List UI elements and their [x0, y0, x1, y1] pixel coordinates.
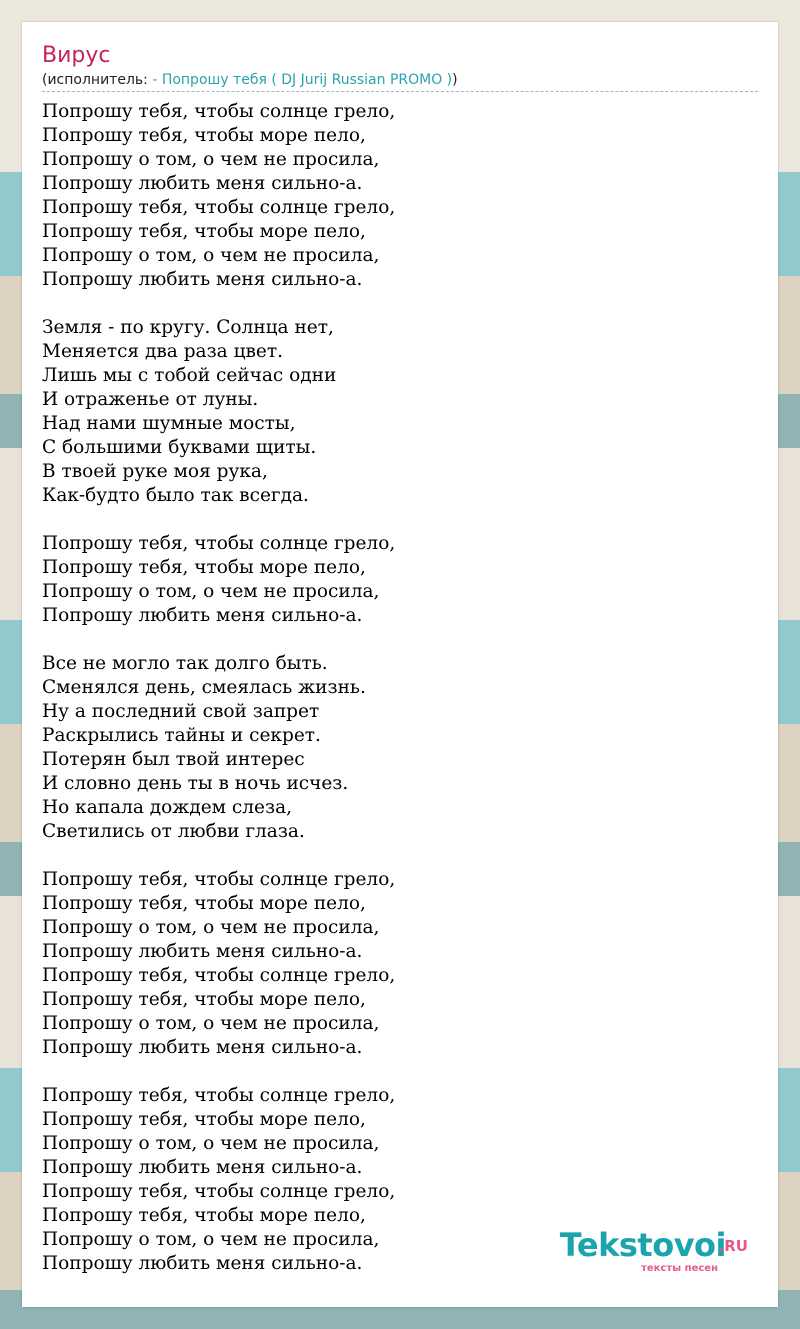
lyrics-stanza	[42, 868, 395, 1060]
lyrics-stanza	[42, 532, 395, 628]
lyric-line: Раскрылись тайны и секрет.	[42, 725, 321, 746]
lyric-line: С большими буквами щиты.	[42, 437, 317, 458]
lyric-line: Попрошу тебя, чтобы солнце грело,	[42, 965, 396, 986]
lyric-line: Попрошу любить меня сильно-а.	[42, 1253, 363, 1274]
lyric-line: Попрошу о том, о чем не просила,	[42, 149, 380, 170]
lyric-line: Попрошу любить меня сильно-а.	[42, 1157, 363, 1178]
lyric-line: Потерян был твой интерес	[42, 749, 305, 770]
lyric-line: Попрошу тебя, чтобы солнце грело,	[42, 1085, 396, 1106]
lyric-line: Над нами шумные мосты,	[42, 413, 296, 434]
lyric-line: Попрошу тебя, чтобы солнце грело,	[42, 197, 396, 218]
lyric-line: Попрошу о том, о чем не просила,	[42, 245, 380, 266]
lyric-line: Попрошу тебя, чтобы море пело,	[42, 893, 366, 914]
lyric-line: Земля - по кругу. Солнца нет,	[42, 317, 334, 338]
lyric-line: Попрошу тебя, чтобы солнце грело,	[42, 1181, 396, 1202]
lyric-line: Попрошу тебя, чтобы море пело,	[42, 1109, 366, 1130]
lyric-line: Ну а последний свой запрет	[42, 701, 320, 722]
lyric-line: Все не могло так долго быть.	[42, 653, 328, 674]
logo-domain: .RU	[718, 1237, 748, 1255]
lyric-line: Попрошу любить меня сильно-а.	[42, 1037, 363, 1058]
lyric-line: Попрошу любить меня сильно-а.	[42, 269, 363, 290]
lyric-line: Попрошу тебя, чтобы море пело,	[42, 221, 366, 242]
lyric-line: Попрошу о том, о чем не просила,	[42, 1013, 380, 1034]
artist-prefix: (исполнитель:	[42, 72, 153, 88]
lyric-line: И отраженье от луны.	[42, 389, 259, 410]
lyric-line: Попрошу о том, о чем не просила,	[42, 1229, 380, 1250]
lyrics-stanza	[42, 652, 395, 844]
lyric-line: В твоей руке моя рука,	[42, 461, 268, 482]
lyric-line: Попрошу тебя, чтобы солнце грело,	[42, 869, 396, 890]
lyric-line: Но капала дождем слеза,	[42, 797, 292, 818]
lyric-line: Светились от любви глаза.	[42, 821, 305, 842]
lyric-line: И словно день ты в ночь исчез.	[42, 773, 349, 794]
lyric-line: Попрошу тебя, чтобы море пело,	[42, 125, 366, 146]
lyric-line: Попрошу любить меня сильно-а.	[42, 605, 363, 626]
logo-wordmark: Tekstovoi	[559, 1226, 726, 1264]
lyric-line: Попрошу любить меня сильно-а.	[42, 941, 363, 962]
lyric-line: Попрошу тебя, чтобы море пело,	[42, 557, 366, 578]
lyric-line: Сменялся день, смеялась жизнь.	[42, 677, 366, 698]
lyric-line: Попрошу тебя, чтобы солнце грело,	[42, 533, 396, 554]
lyric-line: Попрошу о том, о чем не просила,	[42, 581, 380, 602]
lyric-line: Как-будто было так всегда.	[42, 485, 309, 506]
lyrics-card	[22, 22, 778, 1307]
logo-tagline: тексты песен	[641, 1263, 718, 1274]
lyric-line: Попрошу тебя, чтобы море пело,	[42, 1205, 366, 1226]
lyric-line: Попрошу тебя, чтобы море пело,	[42, 989, 366, 1010]
lyric-line: Попрошу о том, о чем не просила,	[42, 917, 380, 938]
lyrics-stanza	[42, 1084, 395, 1276]
artist-link[interactable]: - Попрошу тебя ( DJ Jurij Russian PROMO )	[152, 72, 453, 88]
lyric-line: Попрошу тебя, чтобы солнце грело,	[42, 101, 396, 122]
song-title: Вирус	[42, 43, 111, 68]
lyrics-text	[42, 100, 395, 1276]
lyric-line: Лишь мы с тобой сейчас одни	[42, 365, 337, 386]
lyrics-stanza	[42, 316, 395, 508]
artist-suffix: )	[452, 72, 458, 88]
artist-line	[42, 71, 758, 92]
site-logo[interactable]	[528, 1225, 748, 1277]
lyric-line: Меняется два раза цвет.	[42, 341, 283, 362]
lyrics-stanza	[42, 100, 395, 292]
lyric-line: Попрошу о том, о чем не просила,	[42, 1133, 380, 1154]
lyric-line: Попрошу любить меня сильно-а.	[42, 173, 363, 194]
